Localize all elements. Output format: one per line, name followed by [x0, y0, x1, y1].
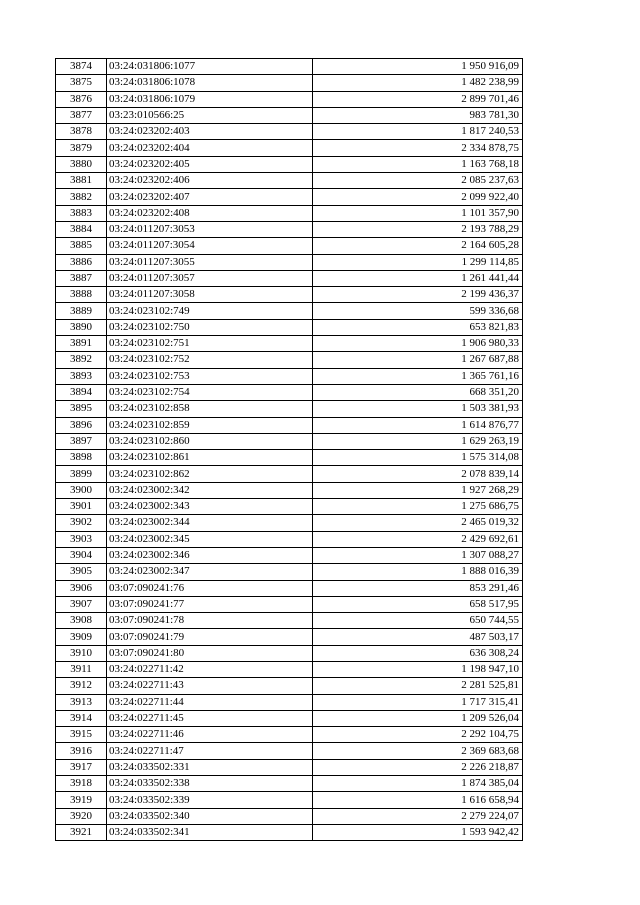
value-cell: 1 209 526,04 [313, 710, 523, 726]
value-cell: 2 199 436,37 [313, 287, 523, 303]
row-number-cell: 3914 [56, 710, 107, 726]
table-row [56, 205, 523, 221]
row-number-cell: 3911 [56, 661, 107, 677]
cadastral-number-cell: 03:24:023102:749 [107, 303, 313, 319]
value-cell: 1 198 947,10 [313, 661, 523, 677]
cadastral-number-cell: 03:07:090241:79 [107, 629, 313, 645]
cadastral-number-cell: 03:24:023002:347 [107, 564, 313, 580]
table-row [56, 368, 523, 384]
value-cell: 599 336,68 [313, 303, 523, 319]
table-row [56, 824, 523, 840]
value-cell: 1 950 916,09 [313, 59, 523, 75]
cadastral-number-cell: 03:24:023102:752 [107, 352, 313, 368]
row-number-cell: 3895 [56, 401, 107, 417]
row-number-cell: 3874 [56, 59, 107, 75]
row-number-cell: 3891 [56, 336, 107, 352]
value-cell: 1 267 687,88 [313, 352, 523, 368]
cadastral-number-cell: 03:24:023202:404 [107, 140, 313, 156]
cadastral-number-cell: 03:07:090241:78 [107, 613, 313, 629]
data-table [55, 58, 523, 841]
value-cell: 2 085 237,63 [313, 173, 523, 189]
cadastral-number-cell: 03:24:023202:408 [107, 205, 313, 221]
cadastral-number-cell: 03:24:011207:3054 [107, 238, 313, 254]
value-cell: 668 351,20 [313, 384, 523, 400]
table-row [56, 629, 523, 645]
row-number-cell: 3893 [56, 368, 107, 384]
cadastral-number-cell: 03:24:033502:331 [107, 759, 313, 775]
table-row [56, 303, 523, 319]
row-number-cell: 3889 [56, 303, 107, 319]
table-row [56, 792, 523, 808]
row-number-cell: 3881 [56, 173, 107, 189]
table-body [56, 59, 523, 841]
table-row [56, 401, 523, 417]
table-row [56, 352, 523, 368]
row-number-cell: 3910 [56, 645, 107, 661]
row-number-cell: 3886 [56, 254, 107, 270]
row-number-cell: 3918 [56, 776, 107, 792]
value-cell: 1 906 980,33 [313, 336, 523, 352]
value-cell: 2 226 218,87 [313, 759, 523, 775]
value-cell: 1 101 357,90 [313, 205, 523, 221]
cadastral-number-cell: 03:24:023102:859 [107, 417, 313, 433]
value-cell: 2 193 788,29 [313, 221, 523, 237]
value-cell: 2 292 104,75 [313, 727, 523, 743]
value-cell: 983 781,30 [313, 107, 523, 123]
row-number-cell: 3903 [56, 531, 107, 547]
value-cell: 1 614 876,77 [313, 417, 523, 433]
value-cell: 1 927 268,29 [313, 482, 523, 498]
cadastral-number-cell: 03:24:023102:750 [107, 319, 313, 335]
cadastral-number-cell: 03:24:022711:46 [107, 727, 313, 743]
row-number-cell: 3920 [56, 808, 107, 824]
value-cell: 1 163 768,18 [313, 156, 523, 172]
row-number-cell: 3921 [56, 824, 107, 840]
row-number-cell: 3907 [56, 596, 107, 612]
row-number-cell: 3913 [56, 694, 107, 710]
value-cell: 853 291,46 [313, 580, 523, 596]
row-number-cell: 3879 [56, 140, 107, 156]
row-number-cell: 3905 [56, 564, 107, 580]
cadastral-number-cell: 03:24:023102:754 [107, 384, 313, 400]
cadastral-number-cell: 03:24:023102:860 [107, 433, 313, 449]
table-row [56, 531, 523, 547]
table-row [56, 613, 523, 629]
value-cell: 2 369 683,68 [313, 743, 523, 759]
cadastral-number-cell: 03:24:023102:858 [107, 401, 313, 417]
row-number-cell: 3906 [56, 580, 107, 596]
table-row [56, 727, 523, 743]
value-cell: 2 099 922,40 [313, 189, 523, 205]
row-number-cell: 3896 [56, 417, 107, 433]
value-cell: 1 261 441,44 [313, 270, 523, 286]
table-row [56, 661, 523, 677]
table-row [56, 596, 523, 612]
value-cell: 1 299 114,85 [313, 254, 523, 270]
row-number-cell: 3908 [56, 613, 107, 629]
row-number-cell: 3899 [56, 466, 107, 482]
row-number-cell: 3887 [56, 270, 107, 286]
row-number-cell: 3897 [56, 433, 107, 449]
cadastral-number-cell: 03:07:090241:77 [107, 596, 313, 612]
value-cell: 1 503 381,93 [313, 401, 523, 417]
table-row [56, 238, 523, 254]
value-cell: 2 164 605,28 [313, 238, 523, 254]
cadastral-number-cell: 03:24:023202:407 [107, 189, 313, 205]
row-number-cell: 3909 [56, 629, 107, 645]
cadastral-number-cell: 03:07:090241:80 [107, 645, 313, 661]
row-number-cell: 3894 [56, 384, 107, 400]
value-cell: 1 365 761,16 [313, 368, 523, 384]
table-row [56, 384, 523, 400]
row-number-cell: 3916 [56, 743, 107, 759]
value-cell: 650 744,55 [313, 613, 523, 629]
cadastral-number-cell: 03:24:022711:42 [107, 661, 313, 677]
row-number-cell: 3878 [56, 124, 107, 140]
row-number-cell: 3892 [56, 352, 107, 368]
table-row [56, 678, 523, 694]
cadastral-number-cell: 03:24:023202:403 [107, 124, 313, 140]
row-number-cell: 3884 [56, 221, 107, 237]
row-number-cell: 3888 [56, 287, 107, 303]
cadastral-number-cell: 03:24:011207:3055 [107, 254, 313, 270]
table-row [56, 173, 523, 189]
table-row [56, 417, 523, 433]
table-row [56, 482, 523, 498]
table-row [56, 564, 523, 580]
row-number-cell: 3890 [56, 319, 107, 335]
row-number-cell: 3912 [56, 678, 107, 694]
cadastral-number-cell: 03:23:010566:25 [107, 107, 313, 123]
cadastral-number-cell: 03:07:090241:76 [107, 580, 313, 596]
table-row [56, 75, 523, 91]
value-cell: 2 334 878,75 [313, 140, 523, 156]
row-number-cell: 3880 [56, 156, 107, 172]
row-number-cell: 3875 [56, 75, 107, 91]
value-cell: 1 616 658,94 [313, 792, 523, 808]
table-row [56, 91, 523, 107]
value-cell: 1 575 314,08 [313, 450, 523, 466]
table-row [56, 710, 523, 726]
table-row [56, 547, 523, 563]
cadastral-number-cell: 03:24:023002:345 [107, 531, 313, 547]
table-row [56, 743, 523, 759]
cadastral-number-cell: 03:24:022711:47 [107, 743, 313, 759]
cadastral-number-cell: 03:24:031806:1079 [107, 91, 313, 107]
table-row [56, 466, 523, 482]
value-cell: 1 888 016,39 [313, 564, 523, 580]
cadastral-number-cell: 03:24:023002:342 [107, 482, 313, 498]
table-row [56, 499, 523, 515]
table-row [56, 808, 523, 824]
row-number-cell: 3901 [56, 499, 107, 515]
table-row [56, 336, 523, 352]
cadastral-number-cell: 03:24:023002:346 [107, 547, 313, 563]
cadastral-number-cell: 03:24:022711:43 [107, 678, 313, 694]
table-row [56, 694, 523, 710]
table-row [56, 124, 523, 140]
row-number-cell: 3904 [56, 547, 107, 563]
row-number-cell: 3900 [56, 482, 107, 498]
value-cell: 1 275 686,75 [313, 499, 523, 515]
table-row [56, 759, 523, 775]
cadastral-number-cell: 03:24:022711:44 [107, 694, 313, 710]
table-row [56, 645, 523, 661]
row-number-cell: 3919 [56, 792, 107, 808]
table-row [56, 189, 523, 205]
table-row [56, 254, 523, 270]
cadastral-number-cell: 03:24:023002:344 [107, 515, 313, 531]
value-cell: 2 078 839,14 [313, 466, 523, 482]
cadastral-number-cell: 03:24:033502:339 [107, 792, 313, 808]
table-row [56, 287, 523, 303]
cadastral-number-cell: 03:24:023102:753 [107, 368, 313, 384]
cadastral-number-cell: 03:24:011207:3053 [107, 221, 313, 237]
table-row [56, 776, 523, 792]
row-number-cell: 3877 [56, 107, 107, 123]
row-number-cell: 3882 [56, 189, 107, 205]
table-row [56, 433, 523, 449]
row-number-cell: 3915 [56, 727, 107, 743]
value-cell: 2 899 701,46 [313, 91, 523, 107]
cadastral-number-cell: 03:24:023102:861 [107, 450, 313, 466]
value-cell: 1 629 263,19 [313, 433, 523, 449]
value-cell: 2 429 692,61 [313, 531, 523, 547]
value-cell: 636 308,24 [313, 645, 523, 661]
cadastral-number-cell: 03:24:023202:405 [107, 156, 313, 172]
cadastral-number-cell: 03:24:023202:406 [107, 173, 313, 189]
value-cell: 1 874 385,04 [313, 776, 523, 792]
value-cell: 2 281 525,81 [313, 678, 523, 694]
cadastral-number-cell: 03:24:011207:3057 [107, 270, 313, 286]
cadastral-number-cell: 03:24:022711:45 [107, 710, 313, 726]
table-row [56, 140, 523, 156]
value-cell: 653 821,83 [313, 319, 523, 335]
table-row [56, 580, 523, 596]
value-cell: 487 503,17 [313, 629, 523, 645]
row-number-cell: 3883 [56, 205, 107, 221]
table-row [56, 221, 523, 237]
row-number-cell: 3898 [56, 450, 107, 466]
table-row [56, 156, 523, 172]
cadastral-number-cell: 03:24:031806:1077 [107, 59, 313, 75]
table-row [56, 515, 523, 531]
value-cell: 1 593 942,42 [313, 824, 523, 840]
cadastral-number-cell: 03:24:023002:343 [107, 499, 313, 515]
row-number-cell: 3917 [56, 759, 107, 775]
value-cell: 1 817 240,53 [313, 124, 523, 140]
cadastral-number-cell: 03:24:023102:862 [107, 466, 313, 482]
cadastral-number-cell: 03:24:033502:338 [107, 776, 313, 792]
value-cell: 1 482 238,99 [313, 75, 523, 91]
table-row [56, 450, 523, 466]
table-row [56, 270, 523, 286]
value-cell: 658 517,95 [313, 596, 523, 612]
table-row [56, 319, 523, 335]
cadastral-number-cell: 03:24:033502:341 [107, 824, 313, 840]
row-number-cell: 3876 [56, 91, 107, 107]
table-row [56, 59, 523, 75]
row-number-cell: 3902 [56, 515, 107, 531]
row-number-cell: 3885 [56, 238, 107, 254]
cadastral-number-cell: 03:24:031806:1078 [107, 75, 313, 91]
value-cell: 2 465 019,32 [313, 515, 523, 531]
cadastral-number-cell: 03:24:023102:751 [107, 336, 313, 352]
value-cell: 1 307 088,27 [313, 547, 523, 563]
cadastral-number-cell: 03:24:011207:3058 [107, 287, 313, 303]
table-row [56, 107, 523, 123]
value-cell: 2 279 224,07 [313, 808, 523, 824]
value-cell: 1 717 315,41 [313, 694, 523, 710]
cadastral-number-cell: 03:24:033502:340 [107, 808, 313, 824]
